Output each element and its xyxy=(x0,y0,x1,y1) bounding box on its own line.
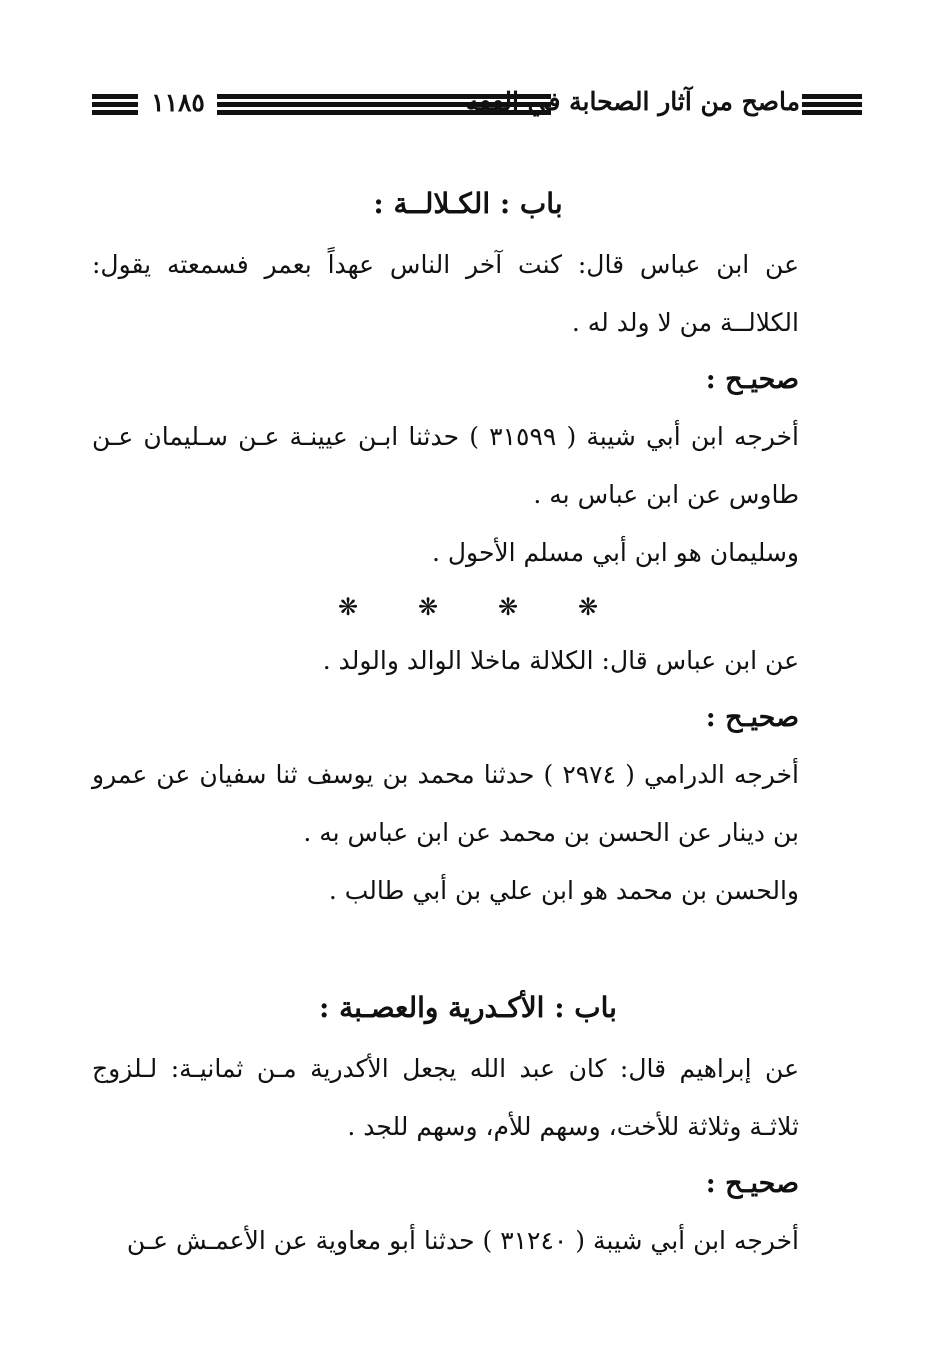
running-header xyxy=(92,84,862,124)
narrator-note: والحسن بن محمد هو ابن علي بن أبي طالب . xyxy=(328,876,799,905)
page-number: ١١٨٥ xyxy=(151,88,205,117)
takhrij-text: أخرجه ابن أبي شيبة ( ٣١٥٩٩ ) حدثنا ابـن عيينـة عـن سـليمان عـن طاوس عن ابن عباس به . xyxy=(92,422,799,509)
hadith-text: عن إبراهيم قال: كان عبد الله يجعل الأكدرية مـن ثمانيـة: لـلزوج ثلاثـة وثلاثة للأخت، وسهم للأم، وسهم للجد . xyxy=(92,1054,799,1141)
grading-label: صحيـح : xyxy=(705,364,799,395)
star-ornament-icon: ❋ xyxy=(417,593,439,621)
chapter-heading-akdariya: باب : الأكـدرية والعصـبة : xyxy=(319,991,617,1024)
hadith-text: عن ابن عباس قال: كنت آخر الناس عهداً بعمر فسمعته يقول: الكلالــة من لا ولد له . xyxy=(92,250,800,337)
takhrij-text: أخرجه ابن أبي شيبة ( ٣١٢٤٠ ) حدثنا أبو معاوية عن الأعمـش عـن xyxy=(126,1226,799,1255)
grading-label: صحيـح : xyxy=(705,702,799,733)
star-ornament-icon: ❋ xyxy=(577,593,599,621)
book-title: ماصح من آثار الصحابة في الفقه xyxy=(465,87,800,116)
star-ornament-icon: ❋ xyxy=(497,593,519,621)
section-separator xyxy=(92,582,844,632)
hadith-text: عن ابن عباس قال: الكلالة ماخلا الوالد والولد . xyxy=(322,646,799,675)
star-ornament-icon: ❋ xyxy=(337,593,359,621)
narrator-note: وسليمان هو ابن أبي مسلم الأحول . xyxy=(431,538,799,567)
chapter-heading-kalala: باب : الكـلالــة : xyxy=(373,187,563,220)
takhrij-text: أخرجه الدرامي ( ٢٩٧٤ ) حدثنا محمد بن يوسف ثنا سفيان عن عمرو بن دينار عن الحسن بن محمد عن ابن عباس به . xyxy=(92,760,800,847)
grading-label: صحيـح : xyxy=(705,1168,799,1199)
header-rule-right xyxy=(802,94,862,115)
header-rule-left xyxy=(92,94,138,115)
page-body xyxy=(92,176,844,1270)
